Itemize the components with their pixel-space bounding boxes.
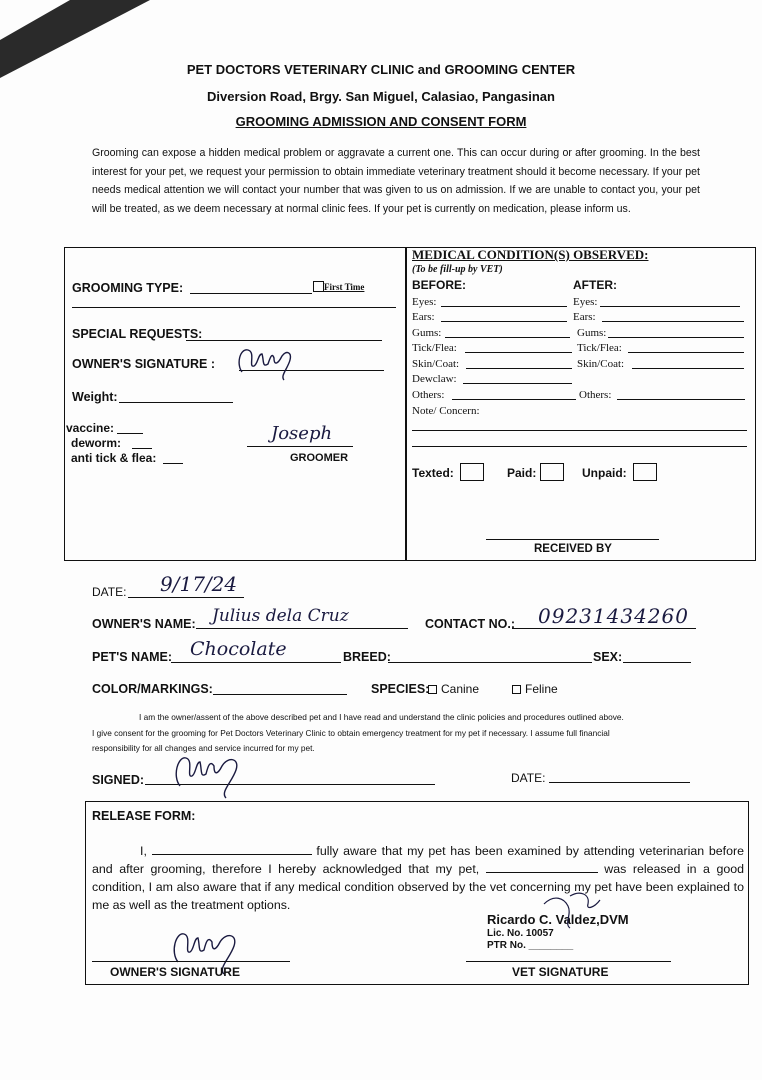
note-concern-line-2[interactable] <box>412 446 747 447</box>
anti-tick-flea-field[interactable] <box>163 463 183 464</box>
date-label: DATE: <box>92 585 127 599</box>
before-skin-coat-label: Skin/Coat: <box>412 358 460 370</box>
vet-signature-label: VET SIGNATURE <box>512 965 609 979</box>
consent-line-1: I am the owner/assent of the above described pet and I have read and understand the clinic policies and procedures outlined above. <box>139 712 624 722</box>
color-markings-label: COLOR/MARKINGS: <box>92 682 213 696</box>
after-eyes-label: Eyes: <box>573 296 598 308</box>
breed-label: BREED: <box>343 650 391 664</box>
deworm-field[interactable] <box>132 448 152 449</box>
before-eyes-field[interactable] <box>441 306 567 307</box>
weight-field[interactable] <box>119 402 233 403</box>
grooming-type-field[interactable] <box>190 293 312 294</box>
consent-line-3: responsibility for all changes and service incurred for my pet. <box>92 743 315 753</box>
sex-field[interactable] <box>623 662 691 663</box>
deworm-label: deworm: <box>71 436 122 450</box>
special-requests-field[interactable] <box>186 340 382 341</box>
vet-only-note: (To be fill-up by VET) <box>412 264 503 275</box>
feline-checkbox[interactable] <box>512 685 521 694</box>
before-heading: BEFORE: <box>412 278 466 292</box>
vet-signature-scribble <box>540 884 620 934</box>
after-skin-coat-label: Skin/Coat: <box>577 358 625 370</box>
after-heading: AFTER: <box>573 278 617 292</box>
consent-line-2: I give consent for the grooming for Pet Doctors Veterinary Clinic to obtain emergency treatment for my pet if necessary. I assume full financial <box>92 728 610 738</box>
release-text-2: was released in a good condition, I am also aware that if any medical condition observed by the vet concerning my pet have been explained to me as well as the treatment options. <box>92 862 745 912</box>
paid-checkbox[interactable] <box>540 463 564 481</box>
after-gums-label: Gums: <box>577 327 607 339</box>
received-by-line[interactable] <box>486 539 659 540</box>
color-markings-field[interactable] <box>213 694 347 695</box>
date-value: 9/17/24 <box>160 572 238 596</box>
after-skin-coat-field[interactable] <box>632 368 744 369</box>
contact-no-field[interactable] <box>512 628 696 629</box>
release-owner-signature-label: OWNER'S SIGNATURE <box>110 965 240 979</box>
vaccine-label: vaccine: <box>66 421 115 435</box>
after-tick-flea-field[interactable] <box>628 352 744 353</box>
feline-label: Feline <box>525 682 558 696</box>
after-gums-field[interactable] <box>608 337 744 338</box>
vet-name: Ricardo C. Valdez,DVM <box>487 912 629 927</box>
pet-name-label: PET'S NAME: <box>92 650 173 664</box>
vet-signature-line[interactable] <box>466 961 671 962</box>
first-time-checkbox[interactable] <box>313 281 324 292</box>
species-canine[interactable] <box>428 682 479 696</box>
breed-field[interactable] <box>388 662 592 663</box>
owner-name-label: OWNER'S NAME: <box>92 617 196 631</box>
before-ears-label: Ears: <box>412 311 435 323</box>
pet-name-field[interactable] <box>171 662 341 663</box>
groomer-signature-line[interactable] <box>247 446 353 447</box>
before-dewclaw-label: Dewclaw: <box>412 373 457 385</box>
weight-label: Weight: <box>72 390 118 404</box>
after-others-label: Others: <box>579 389 612 401</box>
owner-signature-scribble <box>234 342 300 382</box>
contact-no-label: CONTACT NO.: <box>425 617 516 631</box>
after-ears-field[interactable] <box>602 321 744 322</box>
anti-tick-flea-label: anti tick & flea: <box>71 451 157 465</box>
after-others-field[interactable] <box>617 399 745 400</box>
after-eyes-field[interactable] <box>600 306 740 307</box>
panel-divider <box>405 247 407 560</box>
form-title: GROOMING ADMISSION AND CONSENT FORM <box>235 114 527 129</box>
release-text-1: fully aware that my pet has been examined by attending veterinarian before and after grooming, therefore I hereby acknowledged that my pet, <box>92 844 744 876</box>
release-owner-name-field[interactable] <box>152 854 312 855</box>
note-concern-line-1[interactable] <box>412 430 747 431</box>
release-i-label: I, <box>140 844 147 858</box>
intro-paragraph: Grooming can expose a hidden medical problem or aggravate a current one. This can occur during or after grooming. In the best interest for your pet, we request your permission to obtain immediate veterinary treatment should it become necessary. If your pet needs medical attention we will contact your number that was given to us on admission. If we are unable to contact you, your pet will be treated, as we deem necessary at normal clinic fees. If your pet is currently on medication, please inform us. <box>92 147 700 215</box>
vet-ptr-no: PTR No. ________ <box>487 940 574 951</box>
groomer-signature: Joseph <box>271 423 333 444</box>
contact-no-value: 09231434260 <box>538 604 689 628</box>
texted-label: Texted: <box>412 466 454 480</box>
grooming-type-field-line2[interactable] <box>72 307 396 308</box>
after-tick-flea-label: Tick/Flea: <box>577 342 622 354</box>
release-paragraph <box>92 842 744 914</box>
pet-name-value: Chocolate <box>190 638 287 660</box>
consent-signature-scribble <box>170 748 250 800</box>
canine-checkbox[interactable] <box>428 685 437 694</box>
owner-name-field[interactable] <box>196 628 408 629</box>
note-concern-label: Note/ Concern: <box>412 405 480 417</box>
first-time-label: First Time <box>324 282 365 292</box>
special-requests-label: SPECIAL REQUESTS: <box>72 327 203 341</box>
date-field[interactable] <box>128 597 244 598</box>
vet-license-no: Lic. No. 10057 <box>487 928 554 939</box>
groomer-label: GROOMER <box>290 452 349 464</box>
before-tick-flea-field[interactable] <box>465 352 572 353</box>
scan-corner-fold <box>0 0 70 40</box>
before-eyes-label: Eyes: <box>412 296 437 308</box>
clinic-name: PET DOCTORS VETERINARY CLINIC and GROOMING CENTER <box>186 62 576 77</box>
before-gums-field[interactable] <box>445 337 570 338</box>
before-skin-coat-field[interactable] <box>466 368 572 369</box>
before-tick-flea-label: Tick/Flea: <box>412 342 457 354</box>
release-owner-signature-line[interactable] <box>92 961 290 962</box>
unpaid-label: Unpaid: <box>582 466 627 480</box>
before-gums-label: Gums: <box>412 327 442 339</box>
received-by-label: RECEIVED BY <box>534 543 612 555</box>
before-ears-field[interactable] <box>441 321 567 322</box>
grooming-type-label: GROOMING TYPE: <box>72 281 184 295</box>
paid-label: Paid: <box>507 466 537 480</box>
sex-label: SEX: <box>593 650 623 664</box>
unpaid-checkbox[interactable] <box>633 463 657 481</box>
texted-checkbox[interactable] <box>460 463 484 481</box>
species-feline[interactable] <box>512 682 558 696</box>
species-label: SPECIES: <box>371 682 430 696</box>
owner-name-value: Julius dela Cruz <box>212 606 349 626</box>
medical-conditions-title: MEDICAL CONDITION(S) OBSERVED: <box>412 247 649 262</box>
before-others-field[interactable] <box>452 399 576 400</box>
canine-label: Canine <box>441 682 480 696</box>
after-ears-label: Ears: <box>573 311 596 323</box>
before-dewclaw-field[interactable] <box>463 383 572 384</box>
before-others-label: Others: <box>412 389 445 401</box>
clinic-address: Diversion Road, Brgy. San Miguel, Calasiao, Pangasinan <box>207 89 555 104</box>
vaccine-field[interactable] <box>117 433 143 434</box>
consent-date-field[interactable] <box>549 782 690 783</box>
owner-signature-label: OWNER'S SIGNATURE : <box>72 357 216 371</box>
release-pet-name-field[interactable] <box>486 872 598 873</box>
release-form-title: RELEASE FORM: <box>92 809 196 823</box>
signed-label: SIGNED: <box>92 773 145 787</box>
consent-date-label: DATE: <box>511 771 546 785</box>
